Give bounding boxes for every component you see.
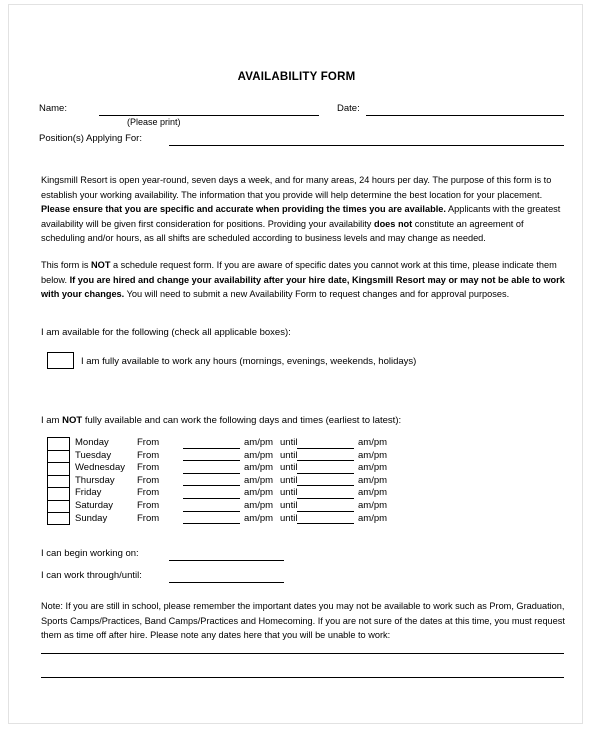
intro-bold-specific-accurate: Please ensure that you are specific and accurate when providing the times you are available. [41,204,446,215]
start-ampm-label: am/pm [244,500,274,511]
end-time-input-line[interactable] [297,460,354,461]
work-through-label: I can work through/until: [41,570,142,581]
start-ampm-label: am/pm [244,512,274,524]
from-label: From [137,449,160,461]
end-time-input-line[interactable] [297,448,354,449]
until-label: until [280,474,298,486]
date-label: Date: [337,103,360,114]
start-time-input-line[interactable] [183,511,240,512]
day-label: Thursday [75,474,115,486]
day-checkbox-friday[interactable] [47,487,70,500]
start-ampm-label: am/pm [244,449,274,461]
name-input-line[interactable] [99,115,319,116]
table-row [75,512,388,526]
not-fully-available-heading [41,415,401,426]
end-ampm-label: am/pm [358,474,388,486]
until-label: until [280,437,298,448]
day-checkbox-thursday[interactable] [47,475,70,488]
from-label: From [137,462,160,474]
notice-text-part2: a schedule request form. If you are aware of specific dates you cannot work at this time, please indicate them below. [41,260,557,285]
intro-text-part3: constitute an agreement of scheduling and/or hours, as all shifts are scheduled according to business levels and may change as needed. [41,218,524,244]
day-checkbox-sunday[interactable] [47,512,70,525]
fully-available-checkbox[interactable] [47,352,74,369]
start-time-input-line[interactable] [183,460,240,461]
begin-working-input-line[interactable] [169,560,284,561]
unavailable-dates-line-1[interactable] [41,653,564,654]
begin-working-label: I can begin working on: [41,548,139,559]
start-ampm-label: am/pm [244,437,274,448]
day-label: Monday [75,437,109,448]
unavailable-dates-line-2[interactable] [41,677,564,678]
intro-text-part2: Applicants with the greatest availability will be given first consideration for positions. Providing your availability [41,204,561,229]
from-label: From [137,500,160,511]
start-ampm-label: am/pm [244,487,274,499]
intro-text-part1: Kingsmill Resort is open year-round, seven days a week, and for many areas, 24 hours per day. The purpose of this form is to establish your working availability. The information that you provide will help determine the best location for your placement. [41,175,552,200]
until-label: until [280,462,298,474]
name-label: Name: [39,103,67,114]
not-heading-bold: NOT [62,415,83,426]
notice-bold-not: NOT [91,260,111,270]
from-label: From [137,474,160,486]
day-checkbox-monday[interactable] [47,437,70,450]
fully-available-label: I am fully available to work any hours (mornings, evenings, weekends, holidays) [81,356,417,367]
please-print-note: (Please print) [127,117,181,127]
intro-bold-does-not: does not [373,218,413,229]
end-time-input-line[interactable] [297,523,354,524]
start-time-input-line[interactable] [183,498,240,499]
date-input-line[interactable] [366,115,564,116]
table-row [75,500,388,513]
until-label: until [280,512,298,524]
start-time-input-line[interactable] [183,448,240,449]
availability-prompt: I am available for the following (check all applicable boxes): [41,327,291,338]
end-ampm-label: am/pm [358,512,388,524]
until-label: until [280,487,298,499]
table-row [75,487,388,500]
day-label: Saturday [75,500,114,511]
from-label: From [137,437,160,448]
note-text: If you are still in school, please remember the important dates you may not be available to work such as Prom, Graduation, Sports Camps/Practices, Band Camps/Practices and Homecoming. If you are not sure of the dates at this time, you must request them as time off after hire. Please note any dates here that you will be unable to work: [41,601,565,641]
table-row [75,437,388,450]
end-ampm-label: am/pm [358,449,388,461]
form-page [8,4,583,724]
day-checkbox-wednesday[interactable] [47,462,70,475]
position-label: Position(s) Applying For: [39,133,142,144]
start-time-input-line[interactable] [183,473,240,474]
intro-paragraph [41,173,566,246]
day-checkbox-tuesday[interactable] [47,450,70,463]
note-paragraph [41,599,566,643]
start-time-input-line[interactable] [183,523,240,524]
day-checkbox-column [47,437,70,525]
end-time-input-line[interactable] [297,498,354,499]
start-time-input-line[interactable] [183,485,240,486]
from-label: From [137,487,160,499]
position-input-line[interactable] [169,145,564,146]
start-ampm-label: am/pm [244,462,274,474]
not-heading-part2: fully available and can work the following days and times (earliest to latest): [82,415,402,426]
work-through-input-line[interactable] [169,582,284,583]
until-label: until [280,449,298,461]
notice-bold-hired-change: If you are hired and change your availability after your hire date, Kingsmill Resort may or may not be able to work with your changes. [41,274,565,300]
day-label: Wednesday [75,462,125,474]
day-label: Friday [75,487,102,499]
end-time-input-line[interactable] [297,511,354,512]
table-row [75,449,388,463]
start-ampm-label: am/pm [244,474,274,486]
not-heading-part1: I am [41,415,63,426]
day-checkbox-saturday[interactable] [47,500,70,513]
table-row [75,474,388,488]
day-label: Sunday [75,512,108,524]
end-ampm-label: am/pm [358,462,388,474]
day-label: Tuesday [75,449,112,461]
from-label: From [137,512,160,524]
end-ampm-label: am/pm [358,487,388,499]
note-label: Note: [41,601,63,611]
schedule-notice-paragraph [41,258,566,302]
table-row [75,462,388,475]
notice-text-part3: You will need to submit a new Availability Form to request changes and for approval purposes. [124,289,510,300]
end-ampm-label: am/pm [358,500,388,511]
until-label: until [280,500,298,511]
end-time-input-line[interactable] [297,473,354,474]
notice-text-part1: This form is [41,260,92,270]
end-time-input-line[interactable] [297,485,354,486]
page-title: AVAILABILITY FORM [237,71,356,83]
end-ampm-label: am/pm [358,437,388,448]
